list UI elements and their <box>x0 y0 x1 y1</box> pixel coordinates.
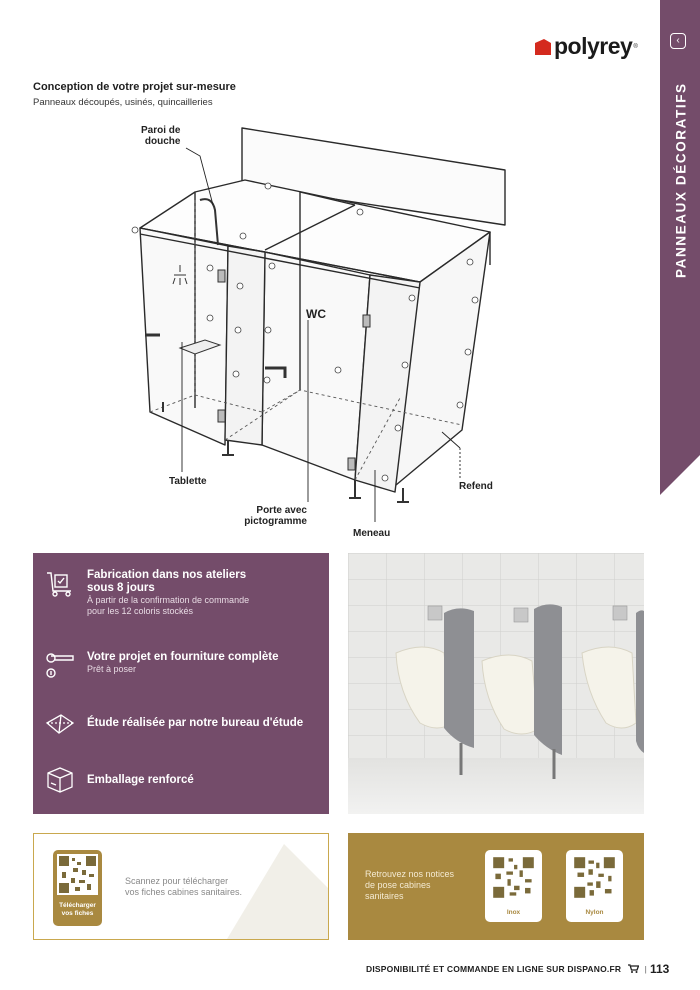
notices-text: Retrouvez nos notices de pose cabines sanitaires <box>365 869 455 901</box>
cart-icon[interactable] <box>628 964 639 973</box>
urinals-photo <box>348 553 644 814</box>
qr-card-nylon[interactable] <box>566 850 623 922</box>
qr-card-inox[interactable] <box>485 850 542 922</box>
download-label-line1: Télécharger <box>59 902 96 909</box>
hand-truck-icon <box>43 569 77 599</box>
label-tablette: Tablette <box>169 476 207 487</box>
feature-fabrication: Fabrication dans nos ateliers sous 8 jours À partir de la confirmation de commande pour les 12 coloris stockés <box>43 569 249 617</box>
chevron-left-icon: ‹ <box>676 35 680 46</box>
footer-separator: | <box>644 964 647 974</box>
polyrey-logo-icon <box>535 39 551 55</box>
scan-instructions: Scannez pour télécharger vos fiches cabines sanitaires. <box>125 876 243 897</box>
download-label-line2: vos fiches <box>61 910 94 917</box>
logo-reg-mark: ® <box>633 43 638 50</box>
design-study-icon <box>43 709 77 739</box>
cabin-diagram <box>100 120 530 530</box>
label-meneau: Meneau <box>353 528 391 539</box>
features-panel <box>33 553 329 814</box>
qr-code-icon <box>57 854 98 895</box>
label-refend: Refend <box>459 481 493 492</box>
wc-pictogram: WC <box>306 307 326 321</box>
back-button[interactable] <box>670 33 686 49</box>
label-paroi: Paroi de douche <box>141 125 181 147</box>
footer-text[interactable]: DISPONIBILITÉ ET COMMANDE EN LIGNE SUR DISPANO.FR <box>366 964 622 974</box>
brand-logo <box>535 33 638 60</box>
footer-availability <box>366 964 647 974</box>
qr-code-icon <box>572 855 617 900</box>
label-porte: Porte avec pictogramme <box>244 505 307 527</box>
feature-emballage: Emballage renforcé <box>43 765 194 795</box>
package-icon <box>43 765 77 795</box>
feature-fourniture: Votre projet en fourniture complète Prêt à poser <box>43 651 278 681</box>
qr-label-inox: Inox <box>506 909 521 916</box>
download-qr-card[interactable] <box>53 850 102 926</box>
page-subtitle: Panneaux découpés, usinés, quincailleries <box>33 97 213 108</box>
qr-code-icon <box>491 855 536 900</box>
logo-text: polyrey <box>554 33 633 59</box>
qr-label-nylon: Nylon <box>585 909 604 916</box>
feature-etude: Étude réalisée par notre bureau d'étude <box>43 709 303 739</box>
door-handle-icon <box>43 651 77 681</box>
page-title: Conception de votre projet sur-mesure <box>33 81 236 93</box>
section-label: PANNEAUX DÉCORATIFS <box>673 82 689 278</box>
page-number: 113 <box>650 962 670 976</box>
